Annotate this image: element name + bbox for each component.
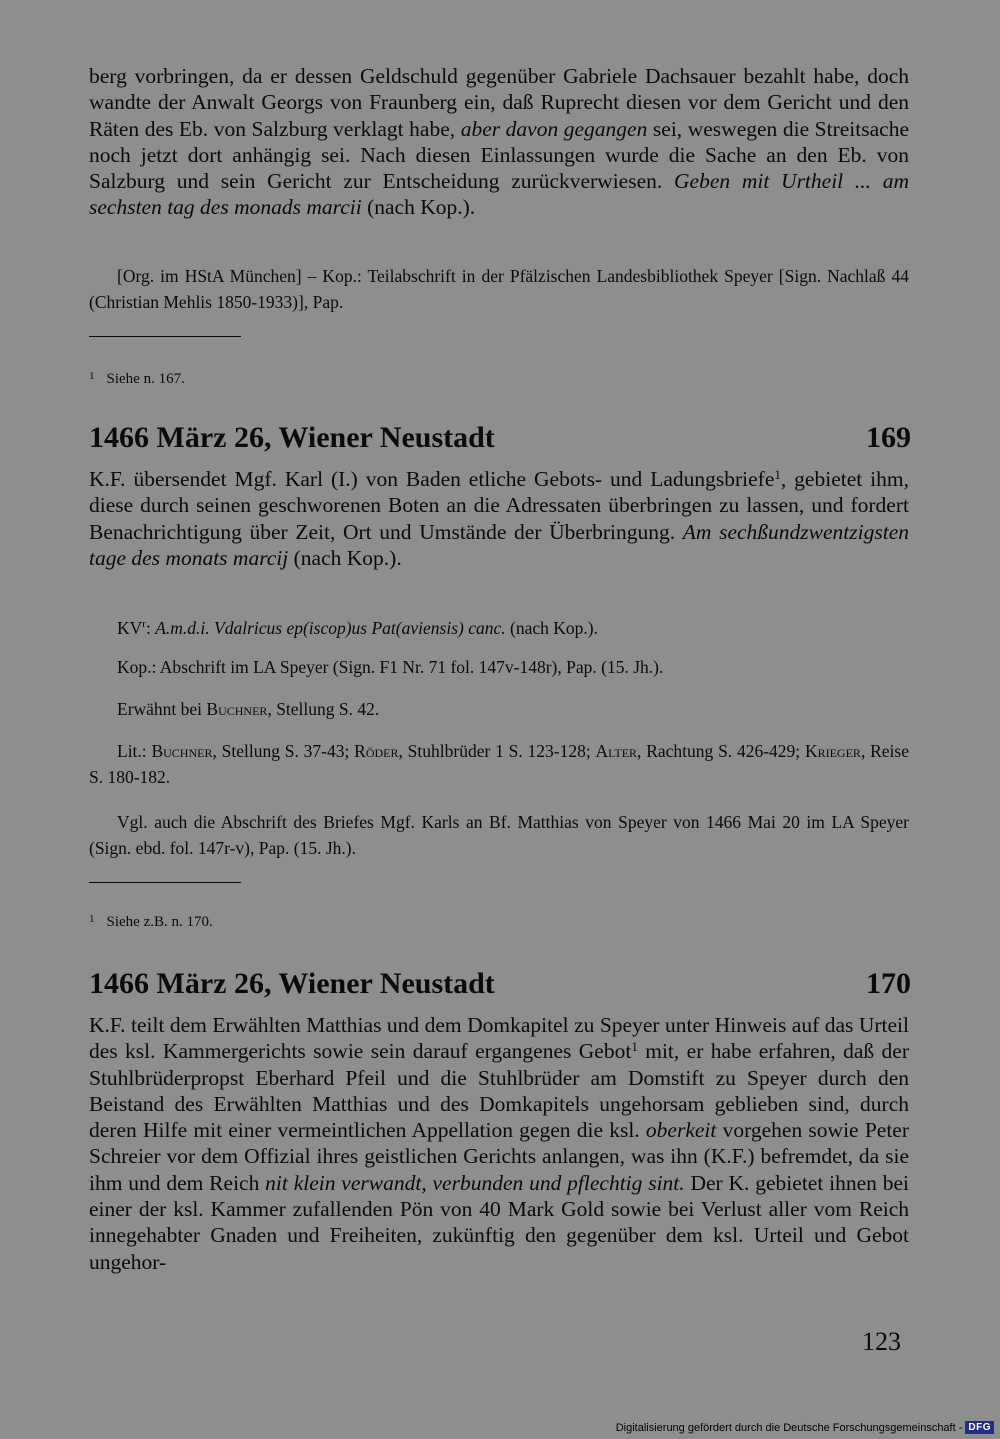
credit-text: Digitalisierung gefördert durch die Deutsche Forschungsgemeinschaft -	[615, 1421, 963, 1434]
text-run: (nach Kop.).	[288, 545, 402, 570]
footnote-text: Siehe z.B. n. 170.	[106, 914, 213, 930]
italic-run: aber davon gegangen	[460, 116, 648, 141]
text-run: , Stellung S. 42.	[267, 699, 380, 719]
author-name: Röder	[354, 741, 399, 761]
superscript: r	[142, 618, 146, 630]
continuation-paragraph	[89, 63, 909, 221]
footnote-ref: 1	[774, 467, 781, 482]
italic-run: nit klein verwandt, verbunden und pflechtig sint.	[265, 1170, 685, 1195]
kop-note: Kop.: Abschrift im LA Speyer (Sign. F1 Nr. 71 fol. 147v-148r), Pap. (15. Jh.).	[117, 657, 664, 677]
vgl-note: Vgl. auch die Abschrift des Briefes Mgf. Karls an Bf. Matthias von Speyer von 1466 Mai 20 im LA Speyer (Sign. ebd. fol. 147r-v), Pap. (15. Jh.).	[89, 812, 909, 858]
entry-date-place: 1466 März 26, Wiener Neustadt	[89, 421, 495, 454]
italic-run: Am sechßundzwentzigsten tage des monats marcij	[89, 519, 909, 570]
entry-number: 169	[866, 421, 911, 454]
footnote	[89, 366, 185, 389]
footnote	[89, 909, 213, 932]
entry-summary-170	[89, 1012, 909, 1275]
page-number: 123	[862, 1327, 901, 1356]
erwaehnt-note	[117, 696, 909, 722]
footnote-text: Siehe n. 167.	[106, 371, 185, 387]
text-run: berg vorbringen, da er dessen Geldschuld gegenüber Gabriele Dachsauer bezahlt habe, doch wandte der Anwalt Georgs von Fraunberg ein, daß Ruprecht diesen vor dem Gericht und den Räten des Eb. von Salzburg verklagt habe,	[89, 64, 909, 141]
footnote-rule	[89, 336, 241, 337]
text-run: Erwähnt bei	[117, 699, 207, 719]
entry-date-place: 1466 März 26, Wiener Neustadt	[89, 967, 495, 1000]
author-name: Buchner	[206, 699, 268, 719]
text-run: vorgehen sowie Peter Schreier vor dem Offizial ihres geistlichen Gerichts anlangen, was ihn (K.F.) befremdet, da sie ihm und dem Reich	[89, 1118, 909, 1195]
text-run: Lit.:	[117, 741, 152, 761]
italic-run: A.m.d.i. Vdalricus ep(iscop)us Pat(aviensis) canc.	[155, 617, 506, 638]
text-run: :	[145, 617, 156, 638]
italic-run: Geben mit Urtheil ... am sechsten tag des monads marcii	[89, 169, 910, 220]
literature-note	[89, 738, 909, 790]
entry-number: 170	[866, 967, 911, 1000]
digitization-credit	[616, 1421, 994, 1434]
author-name: Buchner	[151, 741, 213, 761]
text-run: K.F. teilt dem Erwählten Matthias und dem Domkapitel zu Speyer unter Hinweis auf das Urteil des ksl. Kammergerichts sowie sein darauf ergangenes Gebot	[89, 1013, 909, 1064]
text-run: Der K. gebietet ihnen bei einer der ksl. Kammer zufallenden Pön von 40 Mark Gold sowie bei Verlust aller vom Reich innegehabter Gnaden und Freiheiten, zukünftig den gegenüber dem ksl. Urteil und Gebot ungehor-	[89, 1170, 909, 1274]
text-run: , Stellung S. 37-43;	[212, 741, 355, 761]
source-note: [Org. im HStA München] – Kop.: Teilabschrift in der Pfälzischen Landesbibliothek Speyer [Sign. Nachlaß 44 (Christian Mehlis 1850-1933)], Pap.	[89, 266, 909, 312]
text-run: K.F. übersendet Mgf. Karl (I.) von Baden etliche Gebots- und Ladungsbriefe	[89, 467, 775, 491]
footnote-mark: 1	[89, 913, 95, 925]
text-run: mit, er habe erfahren, daß der Stuhlbrüderpropst Eberhard Pfeil und die Stuhlbrüder am Domstift zu Speyer durch den Beistand des Erwählten Matthias und des Domkapitels ungehorsam geblieben sind, durch deren Hilfe mit einer vermeintlichen Appellation gegen die ksl.	[89, 1039, 909, 1143]
footnote-mark: 1	[89, 370, 95, 382]
kv-note	[117, 611, 909, 641]
text-run: , Stuhlbrüder 1 S. 123-128;	[398, 741, 596, 761]
text-run: , Reise S. 180-182.	[89, 741, 909, 787]
text-run: sei, weswegen die Streitsache noch jetzt dort anhängig sei. Nach diesen Einlassungen wurde die Sache an den Eb. von Salzburg und sein Gericht zur Entscheidung zurückverwiesen.	[89, 116, 909, 194]
author-name: Alter	[595, 741, 638, 761]
footnote-rule	[89, 882, 241, 883]
entry-heading-170	[89, 967, 911, 1001]
entry-summary-169	[89, 466, 909, 571]
text-run: (nach Kop.).	[505, 617, 598, 638]
entry-heading-169	[89, 421, 911, 455]
text-run: , Rachtung S. 426-429;	[637, 741, 805, 761]
text-run: KV	[117, 617, 143, 638]
text-run: , gebietet ihm, diese durch seinen geschworenen Boten an die Adressaten überbringen zu lassen, und fordert Benachrichtigung über Zeit, Ort und Umstände der Überbringung.	[89, 467, 909, 544]
italic-run: oberkeit	[645, 1118, 717, 1143]
dfg-logo: DFG	[965, 1421, 994, 1434]
text-run: (nach Kop.).	[361, 195, 476, 220]
footnote-ref: 1	[631, 1039, 638, 1055]
author-name: Krieger	[804, 741, 861, 761]
